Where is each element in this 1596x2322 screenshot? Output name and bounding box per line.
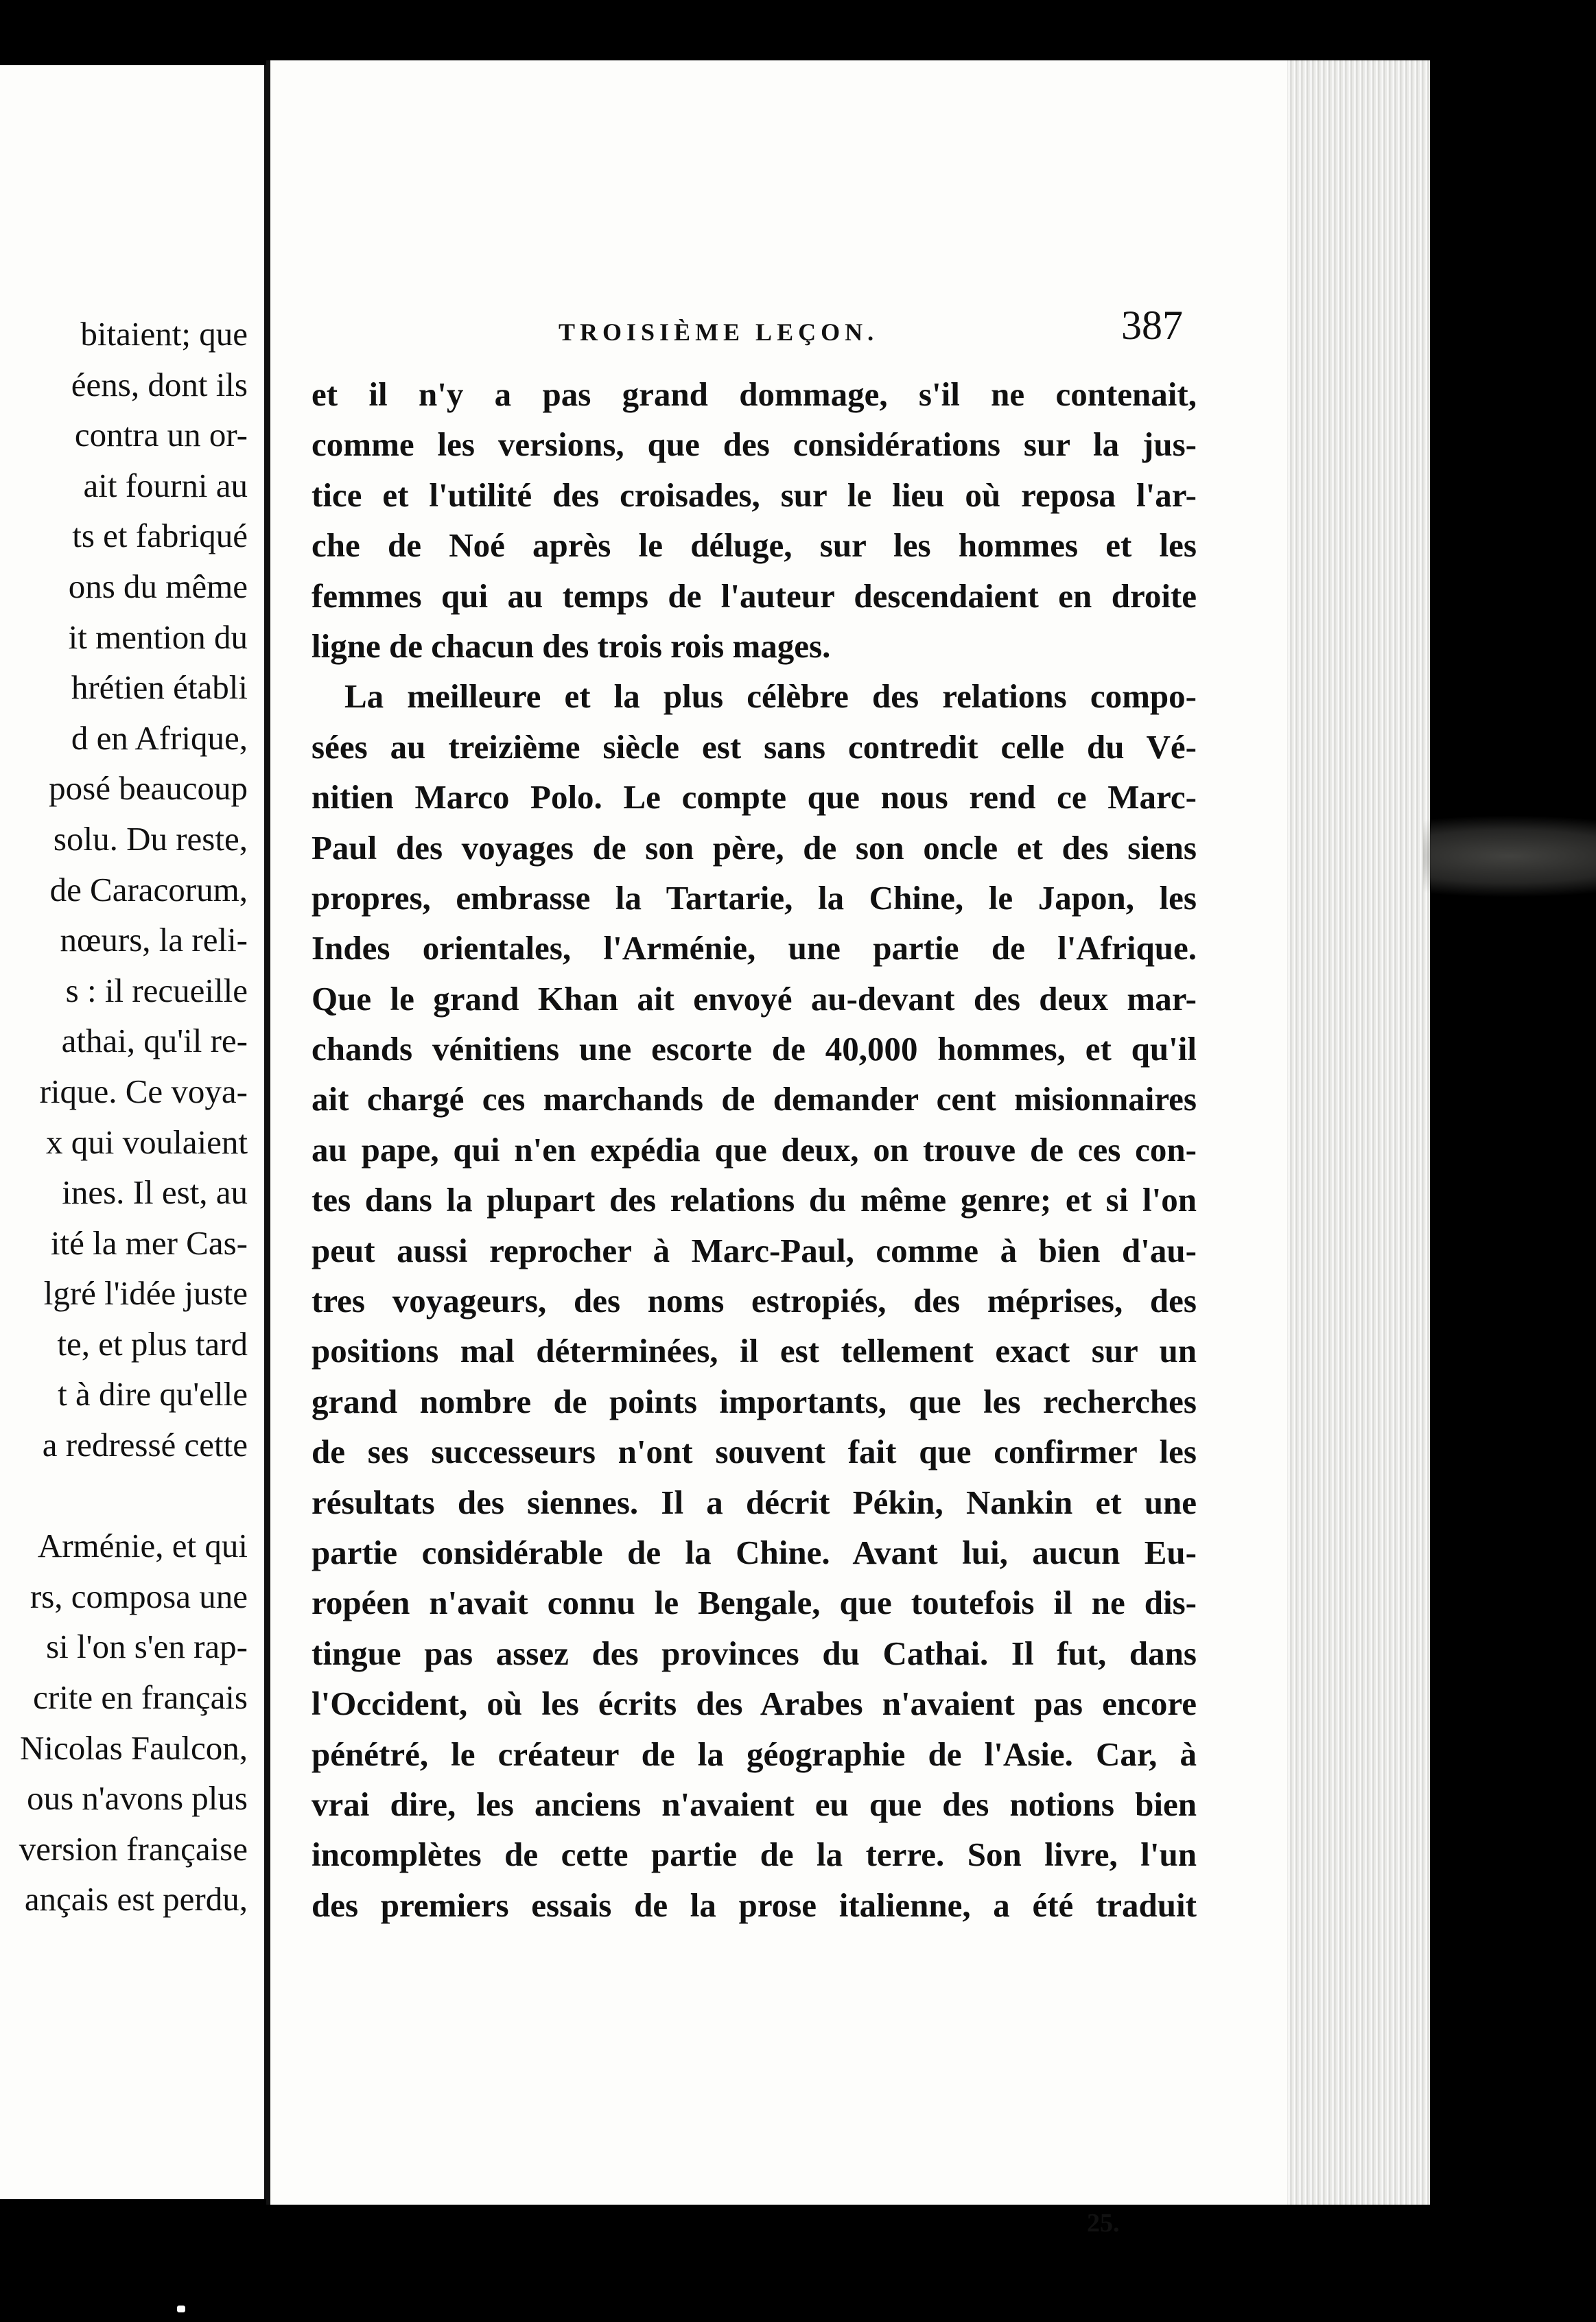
left-page-line: version française	[19, 1829, 248, 1868]
body-line: Paul des voyages de son père, de son oncle et des siens	[312, 828, 1197, 867]
left-page-line: s : il recueille	[65, 971, 248, 1009]
scan-speck	[177, 2306, 185, 2312]
left-page-line: bitaient; que	[80, 315, 248, 353]
body-line: peut aussi reprocher à Marc-Paul, comme à bien d'au-	[312, 1231, 1197, 1269]
left-page-line: rique. Ce voya-	[39, 1072, 248, 1110]
right-page	[266, 60, 1430, 2238]
body-line: résultats des siennes. Il a décrit Pékin, Nankin et une	[312, 1483, 1197, 1521]
body-line: et il n'y a pas grand dommage, s'il ne contenait,	[312, 375, 1197, 413]
left-page-line: lgré l'idée juste	[43, 1274, 248, 1313]
body-line: vrai dire, les anciens n'avaient eu que des notions bien	[312, 1785, 1197, 1823]
body-line: l'Occident, où les écrits des Arabes n'avaient pas encore	[312, 1685, 1197, 1723]
left-page-line: te, et plus tard	[57, 1324, 248, 1363]
body-line: partie considérable de la Chine. Avant lui, aucun Eu-	[312, 1533, 1197, 1571]
left-page-line: Nicolas Faulcon,	[19, 1728, 248, 1767]
body-line: tingue pas assez des provinces du Cathai. Il fut, dans	[312, 1634, 1197, 1672]
body-line: femmes qui au temps de l'auteur descendaient en droite	[312, 576, 1197, 615]
left-page-line	[19, 1470, 248, 1521]
left-page-line: ines. Il est, au	[62, 1173, 248, 1212]
signature-mark: 25.	[1087, 2209, 1120, 2238]
left-page-line: éens, dont ils	[71, 365, 248, 403]
left-page-line: Arménie, et qui	[37, 1527, 248, 1565]
page-number: 387	[1121, 303, 1183, 348]
left-page-line: nœurs, la reli-	[60, 921, 248, 959]
body-line: La meilleure et la plus célèbre des relations compo-	[344, 677, 1197, 716]
body-line: des premiers essais de la prose italienne, a été traduit	[312, 1886, 1197, 1924]
left-page-line: d en Afrique,	[71, 718, 248, 757]
left-page-line: si l'on s'en rap-	[46, 1628, 248, 1666]
left-page-line: rs, composa une	[30, 1577, 248, 1615]
left-page-line: athai, qu'il re-	[61, 1022, 248, 1060]
left-page-line: contra un or-	[74, 416, 248, 454]
water-stain	[1423, 815, 1596, 898]
left-page-line: ité la mer Cas-	[50, 1223, 248, 1262]
body-text	[312, 369, 1197, 1930]
body-line: ropéen n'avait connu le Bengale, que toutefois il ne dis-	[312, 1584, 1197, 1622]
body-line: propres, embrasse la Tartarie, la Chine, le Japon, les	[312, 878, 1197, 917]
body-line: tres voyageurs, des noms estropiés, des méprises, des	[312, 1282, 1197, 1320]
body-line: chands vénitiens une escorte de 40,000 hommes, et qu'il	[312, 1030, 1197, 1068]
left-page-line: crite en français	[33, 1678, 248, 1717]
left-page-line: solu. Du reste,	[53, 819, 248, 858]
body-line: pénétré, le créateur de la géographie de l'Asie. Car, à	[312, 1735, 1197, 1773]
body-line: de ses successeurs n'ont souvent fait que confirmer les	[312, 1433, 1197, 1471]
body-line: au pape, qui n'en expédia que deux, on trouve de ces con-	[312, 1130, 1197, 1169]
body-line: che de Noé après le déluge, sur les hommes et les	[312, 526, 1197, 565]
body-line: positions mal déterminées, il est tellement exact sur un	[312, 1332, 1197, 1370]
page-edges	[1287, 60, 1430, 2205]
body-line: sées au treizième siècle est sans contredit celle du Vé-	[312, 727, 1197, 766]
body-line: Indes orientales, l'Arménie, une partie de l'Afrique.	[312, 929, 1197, 968]
body-line: Que le grand Khan ait envoyé au-devant des deux mar-	[312, 979, 1197, 1018]
running-head-title: TROISIÈME LEÇON.	[559, 318, 879, 346]
left-page-line: ançais est perdu,	[24, 1880, 248, 1919]
left-page-line: ons du même	[68, 567, 248, 605]
left-page-line: it mention du	[68, 618, 248, 656]
body-line: nitien Marco Polo. Le compte que nous rend ce Marc-	[312, 778, 1197, 817]
body-line: incomplètes de cette partie de la terre. Son livre, l'un	[312, 1836, 1197, 1874]
body-line: grand nombre de points importants, que les recherches	[312, 1382, 1197, 1420]
left-page-line: ous n'avons plus	[27, 1779, 248, 1818]
left-page	[0, 65, 264, 2199]
left-page-line: t à dire qu'elle	[58, 1375, 248, 1414]
left-page-text	[19, 309, 248, 1925]
body-line: comme les versions, que des considérations sur la jus-	[312, 425, 1197, 464]
left-page-line: hrétien établi	[71, 668, 248, 707]
body-line: tice et l'utilité des croisades, sur le lieu où reposa l'ar-	[312, 476, 1197, 514]
left-page-line: posé beaucoup	[49, 769, 248, 808]
left-page-line: de Caracorum,	[49, 870, 248, 908]
body-line: ait chargé ces marchands de demander cent misionnaires	[312, 1080, 1197, 1118]
left-page-line: ait fourni au	[83, 466, 248, 504]
body-line: ligne de chacun des trois rois mages.	[312, 626, 831, 665]
left-page-line: ts et fabriqué	[72, 517, 248, 555]
body-line: tes dans la plupart des relations du même genre; et si l'on	[312, 1181, 1197, 1219]
left-page-line: x qui voulaient	[46, 1123, 248, 1161]
left-page-line: a redressé cette	[42, 1426, 248, 1464]
